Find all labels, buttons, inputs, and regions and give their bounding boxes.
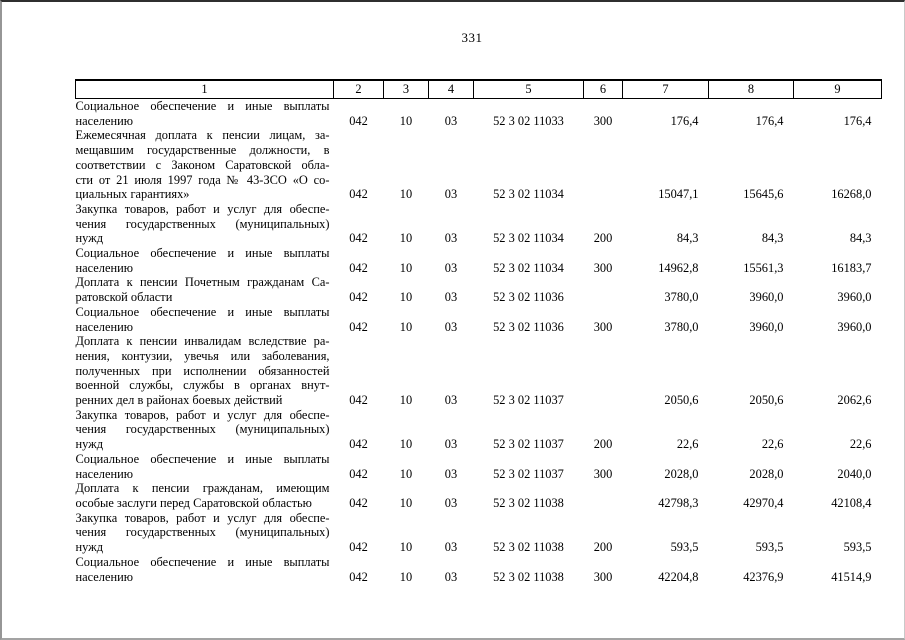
cell-target-article: 52 3 02 11038 [493, 495, 564, 510]
cell-amount-year1: 22,6 [676, 437, 699, 452]
description-line: Социальное обеспечение и иные выплаты [75, 451, 330, 466]
table-row [76, 452, 882, 481]
cell-code-grbs: 042 [349, 231, 368, 246]
cell-amount-year2: 42376,9 [743, 569, 784, 584]
cell-amount-year3: 84,3 [849, 231, 872, 246]
description-line: Социальное обеспечение и иные выплаты [75, 246, 330, 261]
cell-amount-year3: 3960,0 [837, 319, 872, 334]
cell-subsection: 03 [444, 187, 458, 202]
cell-section: 10 [399, 466, 413, 481]
cell-amount-year2: 15561,3 [743, 260, 784, 275]
description-line: Доплата к пенсии гражданам, имеющим [75, 481, 330, 496]
description-line: нужд [75, 231, 104, 246]
description-line: Доплата к пенсии Почетным гражданам Са- [75, 275, 330, 290]
cell-amount-year2: 42970,4 [743, 495, 784, 510]
cell-target-article: 52 3 02 11036 [493, 319, 564, 334]
description-line: чения государственных (муниципальных) [75, 525, 330, 540]
row-description [76, 305, 334, 334]
table-row [76, 275, 882, 304]
table-row [76, 202, 882, 246]
description-line: сти от 21 июля 1997 года № 43-ЗСО «О со- [75, 172, 330, 187]
header-cell-4: 4 [429, 80, 474, 99]
cell-amount-year1: 3780,0 [664, 319, 699, 334]
table-row [76, 408, 882, 452]
cell-expense-type: 300 [593, 113, 613, 128]
cell-amount-year3: 16183,7 [831, 260, 872, 275]
description-line: Социальное обеспечение и иные выплаты [75, 99, 330, 113]
row-description [76, 128, 334, 202]
header-cell-9: 9 [794, 80, 882, 99]
cell-code-grbs: 042 [349, 540, 368, 555]
cell-code-grbs: 042 [349, 437, 368, 452]
description-line: особые заслуги перед Саратовской областью [75, 495, 312, 510]
header-cell-2: 2 [334, 80, 384, 99]
cell-code-grbs: 042 [349, 569, 368, 584]
description-line: нужд [75, 437, 104, 452]
cell-expense-type: 300 [593, 466, 613, 481]
description-line: чения государственных (муниципальных) [75, 422, 330, 437]
cell-subsection: 03 [444, 260, 458, 275]
cell-target-article: 52 3 02 11037 [493, 466, 564, 481]
cell-code-grbs: 042 [349, 495, 368, 510]
cell-subsection: 03 [444, 466, 458, 481]
cell-section: 10 [399, 495, 413, 510]
table-row [76, 99, 882, 129]
cell-target-article: 52 3 02 11033 [493, 113, 564, 128]
row-description [76, 481, 334, 510]
description-line: Социальное обеспечение и иные выплаты [75, 304, 330, 319]
cell-expense-type [584, 334, 623, 408]
row-description [76, 511, 334, 555]
description-line: мещавшим государственные должности, в [75, 143, 330, 158]
header-cell-5: 5 [474, 80, 584, 99]
cell-section: 10 [399, 540, 413, 555]
cell-amount-year1: 42798,3 [658, 495, 699, 510]
description-line: Социальное обеспечение и иные выплаты [75, 554, 330, 569]
description-line: соответствии с Законом Саратовской обла- [75, 157, 330, 172]
header-cell-6: 6 [584, 80, 623, 99]
description-line: населению [75, 260, 133, 275]
cell-target-article: 52 3 02 11038 [493, 540, 564, 555]
description-line: циальных гарантиях» [75, 187, 190, 202]
cell-code-grbs: 042 [349, 260, 368, 275]
row-description [76, 334, 334, 408]
cell-expense-type: 200 [593, 437, 613, 452]
table-header-row [76, 80, 882, 99]
header-cell-1: 1 [76, 80, 334, 99]
description-line: населению [75, 319, 133, 334]
cell-section: 10 [399, 393, 413, 408]
cell-target-article: 52 3 02 11034 [493, 187, 564, 202]
cell-code-grbs: 042 [349, 466, 368, 481]
cell-code-grbs: 042 [349, 290, 368, 305]
cell-section: 10 [399, 260, 413, 275]
cell-expense-type [584, 481, 623, 510]
header-cell-3: 3 [384, 80, 429, 99]
cell-amount-year2: 2050,6 [749, 393, 784, 408]
cell-amount-year1: 84,3 [676, 231, 699, 246]
cell-subsection: 03 [444, 113, 458, 128]
cell-amount-year1: 3780,0 [664, 290, 699, 305]
cell-amount-year2: 3960,0 [749, 290, 784, 305]
cell-amount-year3: 2062,6 [837, 393, 872, 408]
description-line: Закупка товаров, работ и услуг для обеспе- [75, 407, 330, 422]
cell-amount-year2: 593,5 [755, 540, 784, 555]
row-description [76, 246, 334, 275]
description-line: населению [75, 113, 133, 128]
cell-target-article: 52 3 02 11034 [493, 231, 564, 246]
cell-target-article: 52 3 02 11038 [493, 569, 564, 584]
description-line: нужд [75, 540, 104, 555]
table-row [76, 246, 882, 275]
cell-target-article: 52 3 02 11037 [493, 437, 564, 452]
table-body [76, 99, 882, 585]
cell-amount-year1: 593,5 [670, 540, 699, 555]
description-line: полученных при исполнении обязанностей [75, 363, 330, 378]
cell-code-grbs: 042 [349, 113, 368, 128]
description-line: нения, контузии, увечья или заболевания, [75, 348, 330, 363]
cell-code-grbs: 042 [349, 187, 368, 202]
table-header [76, 80, 882, 99]
cell-amount-year1: 15047,1 [658, 187, 699, 202]
description-line: Доплата к пенсии инвалидам вследствие ра- [75, 334, 330, 349]
cell-expense-type: 200 [593, 231, 613, 246]
cell-subsection: 03 [444, 290, 458, 305]
cell-amount-year2: 176,4 [755, 113, 784, 128]
row-description [76, 202, 334, 246]
cell-amount-year3: 176,4 [843, 113, 872, 128]
cell-amount-year3: 2040,0 [837, 466, 872, 481]
description-line: населению [75, 466, 133, 481]
cell-section: 10 [399, 437, 413, 452]
page-number: 331 [461, 30, 483, 45]
cell-amount-year3: 42108,4 [831, 495, 872, 510]
table-row [76, 481, 882, 510]
row-description [76, 99, 334, 129]
cell-subsection: 03 [444, 319, 458, 334]
cell-subsection: 03 [444, 495, 458, 510]
cell-section: 10 [399, 290, 413, 305]
cell-amount-year1: 42204,8 [658, 569, 699, 584]
row-description [76, 408, 334, 452]
table-row [76, 511, 882, 555]
cell-expense-type: 300 [593, 319, 613, 334]
cell-subsection: 03 [444, 540, 458, 555]
cell-amount-year1: 2028,0 [664, 466, 699, 481]
description-line: Закупка товаров, работ и услуг для обеспе- [75, 201, 330, 216]
cell-amount-year2: 84,3 [761, 231, 784, 246]
cell-amount-year3: 16268,0 [831, 187, 872, 202]
header-cell-8: 8 [709, 80, 794, 99]
cell-amount-year3: 593,5 [843, 540, 872, 555]
table-row [76, 334, 882, 408]
budget-table [75, 79, 882, 584]
description-line: Ежемесячная доплата к пенсии лицам, за- [75, 128, 330, 143]
cell-section: 10 [399, 569, 413, 584]
description-line: военной службы, службы в органах внут- [75, 378, 330, 393]
table-row [76, 555, 882, 584]
cell-expense-type: 300 [593, 569, 613, 584]
cell-expense-type: 300 [593, 260, 613, 275]
cell-section: 10 [399, 319, 413, 334]
description-line: ренних дел в районах боевых действий [75, 393, 283, 408]
cell-subsection: 03 [444, 231, 458, 246]
cell-expense-type: 200 [593, 540, 613, 555]
cell-amount-year3: 22,6 [849, 437, 872, 452]
cell-amount-year3: 3960,0 [837, 290, 872, 305]
cell-subsection: 03 [444, 569, 458, 584]
table-row [76, 128, 882, 202]
description-line: населению [75, 569, 133, 584]
cell-amount-year1: 2050,6 [664, 393, 699, 408]
description-line: чения государственных (муниципальных) [75, 216, 330, 231]
cell-section: 10 [399, 187, 413, 202]
cell-expense-type [584, 128, 623, 202]
cell-target-article: 52 3 02 11034 [493, 260, 564, 275]
row-description [76, 275, 334, 304]
table-row [76, 305, 882, 334]
cell-amount-year1: 14962,8 [658, 260, 699, 275]
cell-subsection: 03 [444, 393, 458, 408]
cell-amount-year2: 22,6 [761, 437, 784, 452]
cell-amount-year2: 3960,0 [749, 319, 784, 334]
cell-amount-year3: 41514,9 [831, 569, 872, 584]
cell-amount-year2: 2028,0 [749, 466, 784, 481]
cell-target-article: 52 3 02 11037 [493, 393, 564, 408]
cell-amount-year2: 15645,6 [743, 187, 784, 202]
cell-section: 10 [399, 113, 413, 128]
description-line: Закупка товаров, работ и услуг для обеспе- [75, 510, 330, 525]
cell-code-grbs: 042 [349, 319, 368, 334]
cell-amount-year1: 176,4 [670, 113, 699, 128]
cell-target-article: 52 3 02 11036 [493, 290, 564, 305]
cell-section: 10 [399, 231, 413, 246]
cell-code-grbs: 042 [349, 393, 368, 408]
header-cell-7: 7 [623, 80, 709, 99]
cell-expense-type [584, 275, 623, 304]
row-description [76, 555, 334, 584]
cell-subsection: 03 [444, 437, 458, 452]
description-line: ратовской области [75, 290, 173, 305]
row-description [76, 452, 334, 481]
